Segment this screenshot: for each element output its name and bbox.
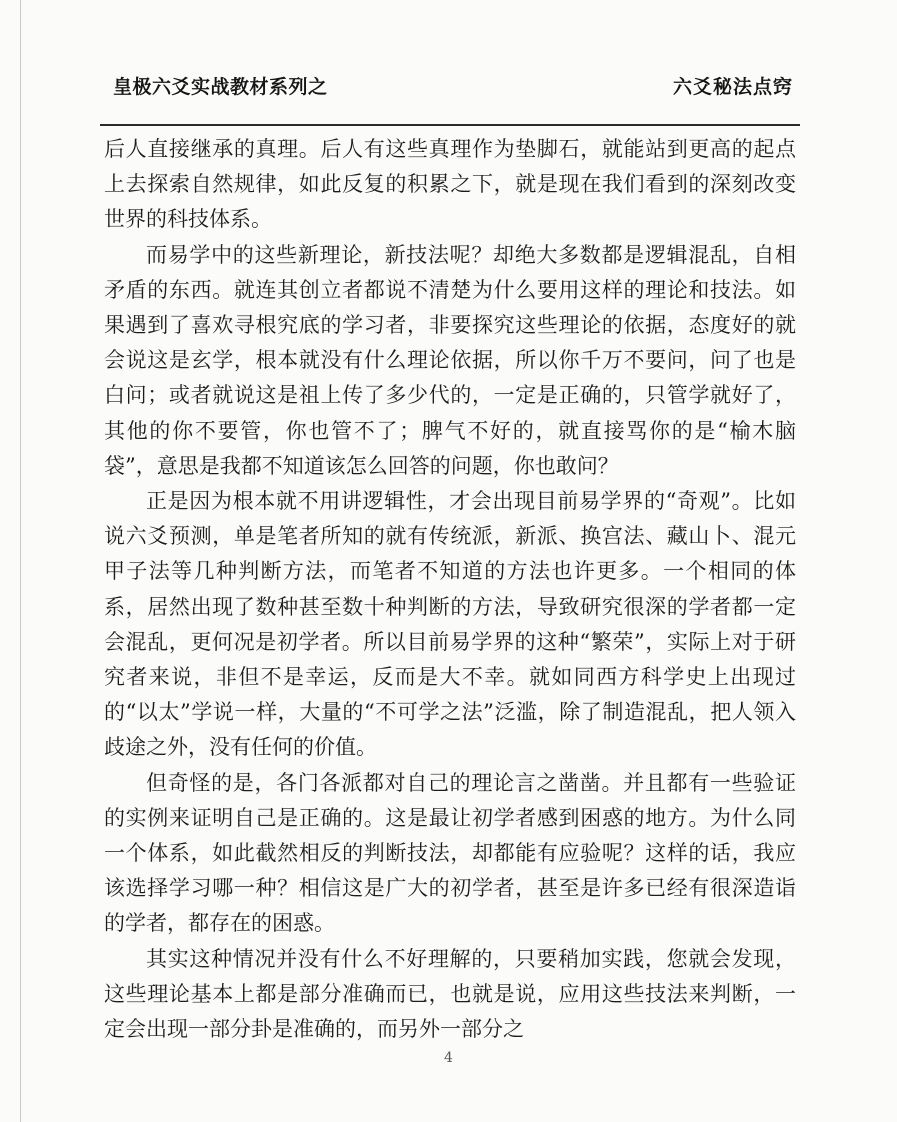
running-header (113, 72, 793, 112)
paragraph: 而易学中的这些新理论，新技法呢？却绝大多数都是逻辑混乱，自相矛盾的东西。就连其创立者都说不清楚为什么要用这样的理论和技法。如果遇到了喜欢寻根究底的学习者，非要探究这些理论的依据，态度好的就会说这是玄学，根本就没有什么理论依据，所以你千万不要问，问了也是白问；或者就说这是祖上传了多少代的，一定是正确的，只管学就好了，其他的你不要管，你也管不了；脾气不好的，就直接骂你的是“榆木脑袋”，意思是我都不知道该怎么回答的问题，你也敢问？ (104, 242, 796, 478)
series-title: 皇极六爻实战教材系列之 (113, 76, 328, 98)
paragraph-continuation: 后人直接继承的真理。后人有这些真理作为垫脚石，就能站到更高的起点上去探索自然规律，如此反复的积累之下，就是现在我们看到的深刻改变世界的科技体系。 (104, 137, 796, 232)
paragraph: 正是因为根本就不用讲逻辑性，才会出现目前易学界的“奇观”。比如说六爻预测，单是笔者所知的就有传统派，新派、换宫法、藏山卜、混元甲子法等几种判断方法，而笔者不知道的方法也许更多。一个相同的体系，居然出现了数种甚至数十种判断的方法，导致研究很深的学者都一定会混乱，更何况是初学者。所以目前易学界的这种“繁荣”，实际上对于研究者来说，非但不是幸运，反而是大不幸。就如同西方科学史上出现过的“以太”学说一样，大量的“不可学之法”泛滥，除了制造混乱，把人领入歧途之外，没有任何的价值。 (104, 489, 796, 760)
header-rule (100, 124, 800, 126)
body-text (104, 132, 796, 1047)
book-title: 六爻秘法点窍 (672, 76, 793, 98)
paragraph: 其实这种情况并没有什么不好理解的，只要稍加实践，您就会发现，这些理论基本上都是部分准确而已，也就是说，应用这些技法来判断，一定会出现一部分卦是准确的，而另外一部分之 (104, 946, 796, 1042)
binding-edge-line (20, 0, 21, 1122)
page-number: 4 (444, 1050, 453, 1066)
paragraph: 但奇怪的是，各门各派都对自己的理论言之凿凿。并且都有一些验证的实例来证明自己是正确的。这是最让初学者感到困惑的地方。为什么同一个体系，如此截然相反的判断技法，却都能有应验呢？这样的话，我应该选择学习哪一种？相信这是广大的初学者，甚至是许多已经有很深造诣的学者，都存在的困惑。 (104, 770, 796, 936)
